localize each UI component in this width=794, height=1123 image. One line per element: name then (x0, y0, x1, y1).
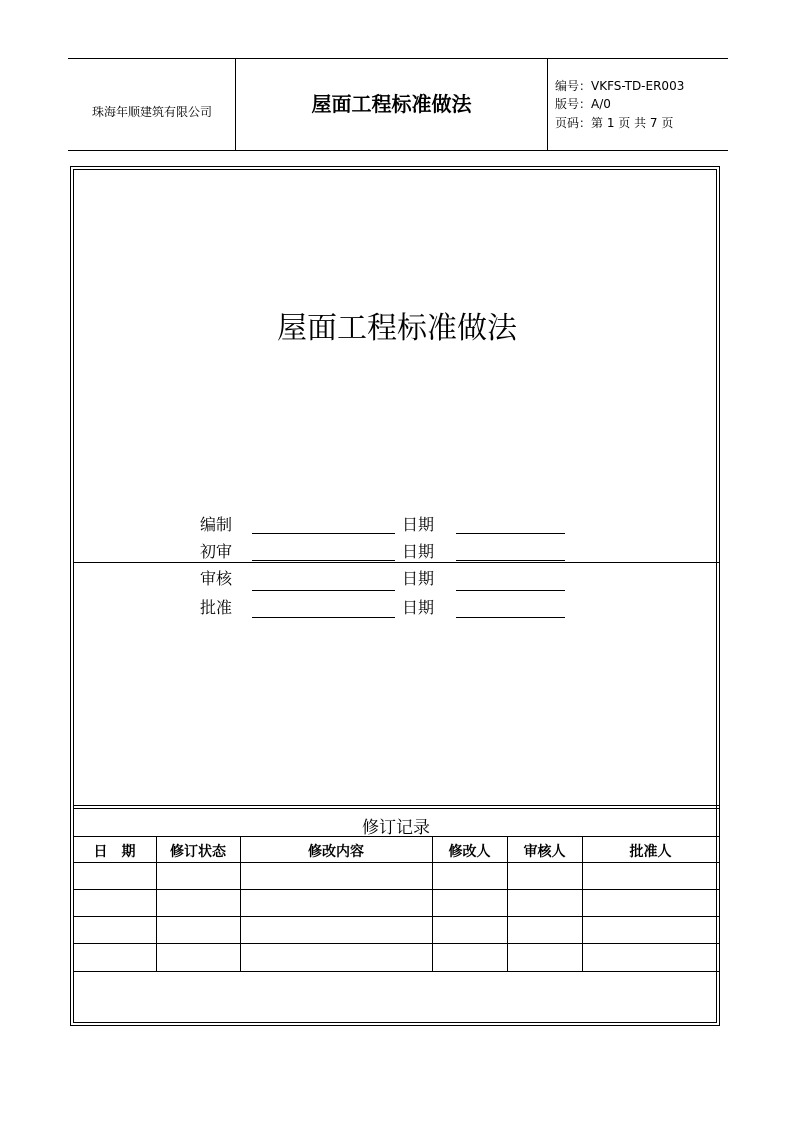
revision-separator-bottom (73, 808, 719, 809)
company-name: 珠海年顺建筑有限公司 (91, 105, 212, 119)
sig-date-label-compile: 日期 (402, 515, 435, 534)
doc-version: 版号：A/0 (555, 97, 611, 111)
sig-line-review[interactable] (252, 590, 395, 591)
revision-row-rule (73, 971, 719, 972)
section-rule (73, 562, 719, 563)
sig-date-line-first-review[interactable] (456, 560, 565, 561)
doc-code: 编号：VKFS-TD-ER003 (555, 79, 685, 93)
doc-page: 页码：第 1 页 共 7 页 (555, 116, 674, 130)
revision-header-bottom-rule (73, 862, 719, 863)
cover-title: 屋面工程标准做法 (277, 311, 517, 346)
revision-col-approver: 批准人 (629, 844, 672, 860)
header-title: 屋面工程标准做法 (311, 92, 472, 116)
header-bottom-rule (68, 150, 728, 151)
sig-line-approve[interactable] (252, 617, 395, 618)
sig-line-compile[interactable] (252, 533, 395, 534)
sig-date-line-approve[interactable] (456, 617, 565, 618)
sig-date-label-review: 日期 (402, 569, 435, 588)
sig-line-first-review[interactable] (252, 560, 395, 561)
sig-role-review: 审核 (200, 569, 233, 588)
revision-col-date: 日 期 (93, 844, 136, 860)
revision-row-rule (73, 889, 719, 890)
sig-date-label-first-review: 日期 (402, 542, 435, 561)
revision-header-top-rule (73, 836, 719, 837)
sig-date-line-compile[interactable] (456, 533, 565, 534)
sig-role-approve: 批准 (200, 598, 233, 617)
sig-date-line-review[interactable] (456, 590, 565, 591)
sig-role-first-review: 初审 (200, 542, 233, 561)
revision-col-content: 修改内容 (308, 844, 364, 860)
revision-col-reviewer: 审核人 (523, 844, 566, 860)
sig-date-label-approve: 日期 (402, 598, 435, 617)
revision-col-status: 修订状态 (170, 844, 226, 860)
sig-role-compile: 编制 (200, 515, 233, 534)
revision-row-rule (73, 916, 719, 917)
revision-separator-top (73, 805, 719, 806)
header-top-rule (68, 58, 728, 59)
revision-title: 修订记录 (362, 818, 430, 838)
revision-row-rule (73, 943, 719, 944)
cover-frame-inner (73, 169, 717, 1023)
revision-col-modifier: 修改人 (448, 844, 491, 860)
header-divider-right (547, 58, 548, 150)
